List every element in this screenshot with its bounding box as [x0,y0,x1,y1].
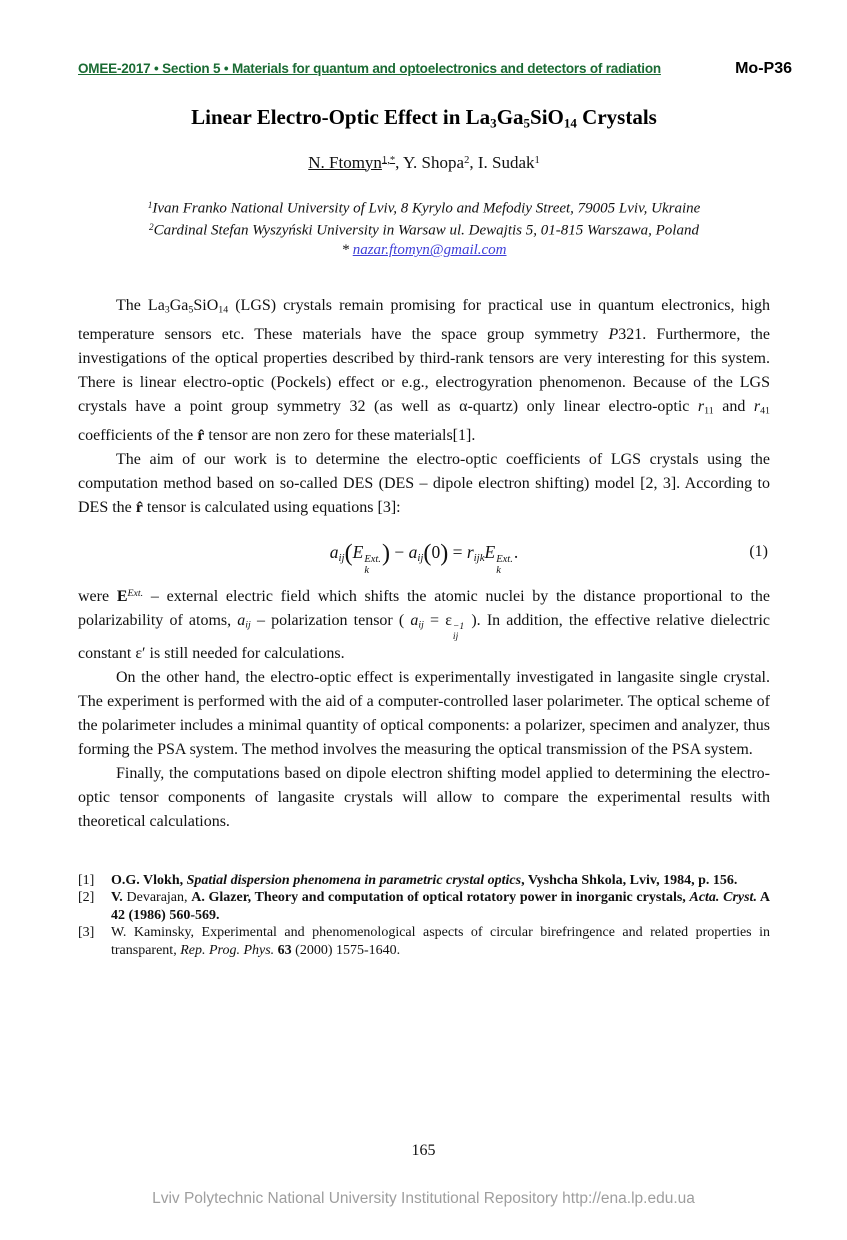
paragraph-definitions: were $E^{Ext.}$ – external electric field which shifts the atomic nuclei by the distance proportional to the polarizability of atoms, aij – polarization tensor ( aij = ε −1 ij ). In addition, the effective relative dielectric constant ε′ is still needed for calculations. [78,587,770,662]
reference-item-3 [78,924,770,959]
references-list [78,872,770,960]
paper-code: Mo-P36 [735,60,792,77]
conference-section-link[interactable]: OMEE-2017 • Section 5 • Materials for quantum and optoelectronics and detectors of radiation [78,61,661,76]
email-link[interactable]: nazar.ftomyn@gmail.com [352,242,507,259]
equation-number: (1) [749,542,768,560]
email-line [78,240,770,260]
abstract-body [78,294,770,834]
reference-label: [3] [78,925,95,941]
reference-label: [1] [78,872,95,888]
reference-label: [2] [78,890,95,906]
reference-text: W. Kaminsky, Experimental and phenomenological aspects of circular birefringence and related properties in transparent, Rep. Prog. Phys. 63 (2000) 1575-1640. [111,925,770,958]
affiliations-block [78,196,770,261]
reference-item-2 [78,889,770,924]
reference-text: V. Devarajan, A. Glazer, Theory and computation of optical rotatory power in inorganic crystals, Acta. Cryst. A 42 (1986) 560-569. [111,890,770,923]
paper-title: Linear Electro-Optic Effect in La3Ga5SiO14 Crystals [191,105,657,131]
page-header [78,60,792,78]
affiliation-2: $^2$Cardinal Stefan Wyszyński University in Warsaw ul. Dewajtis 5, 01-815 Warszawa, Poland [149,222,699,239]
repository-footer: Lviv Polytechnic National University Institutional Repository http://ena.lp.edu.ua [152,1190,695,1207]
authors-line: N. Ftomyn$^{1,*}$, Y. Shopa$^2$, I. Sudak$^1$ [308,152,540,172]
page-number: 165 [411,1142,436,1159]
equation-1 [78,533,770,577]
reference-item-1 [78,872,770,890]
email-asterisk: * [341,242,353,259]
equation-formula: aij(E Ext. k ) − aij(0) = rijkE Ext. k . [329,539,519,577]
paragraph-conclusion: Finally, the computations based on dipole electron shifting model applied to determining the electro-optic tensor components of langasite crystals will allow to compare the experimental results with theoretical calculations. [78,764,770,830]
paragraph-experiment: On the other hand, the electro-optic effect is experimentally investigated in langasite single crystal. The experiment is performed with the aid of a computer-controlled laser polarimeter. The optical scheme of the polarimeter includes a minimal quantity of optical components: a polarizer, specimen and analyzer, thus forming the PSA system. The method involves the measuring the optical transmission of the PSA system. [78,668,770,758]
affiliation-1: $^1$Ivan Franko National University of Lviv, 8 Kyrylo and Mefodiy Street, 79005 Lviv, Ukraine [147,199,701,216]
reference-text: O.G. Vlokh, Spatial dispersion phenomena in parametric crystal optics, Vyshcha Shkola, Lviv, 1984, p. 156. [111,872,738,888]
paragraph-intro: The La3Ga5SiO14 (LGS) crystals remain promising for practical use in quantum electronics, high temperature sensors etc. These materials have the space group symmetry P321. Furthermore, the investigations of the optical properties described by third-rank tensors are very interesting for this system. There is linear electro-optic (Pockels) effect or e.g., electrogyration phenomenon. Because of the LGS crystals have a point group symmetry 32 (as well as α-quartz) only linear electro-optic r11 and r41 coefficients of the r̂ tensor are non zero for these materials[1]. [78,297,771,444]
paragraph-aim: The aim of our work is to determine the electro-optic coefficients of LGS crystals using the computation method based on so-called DES (DES – dipole electron shifting) model [2, 3]. According to DES the r̂ tensor is calculated using equations [3]: [78,450,770,516]
